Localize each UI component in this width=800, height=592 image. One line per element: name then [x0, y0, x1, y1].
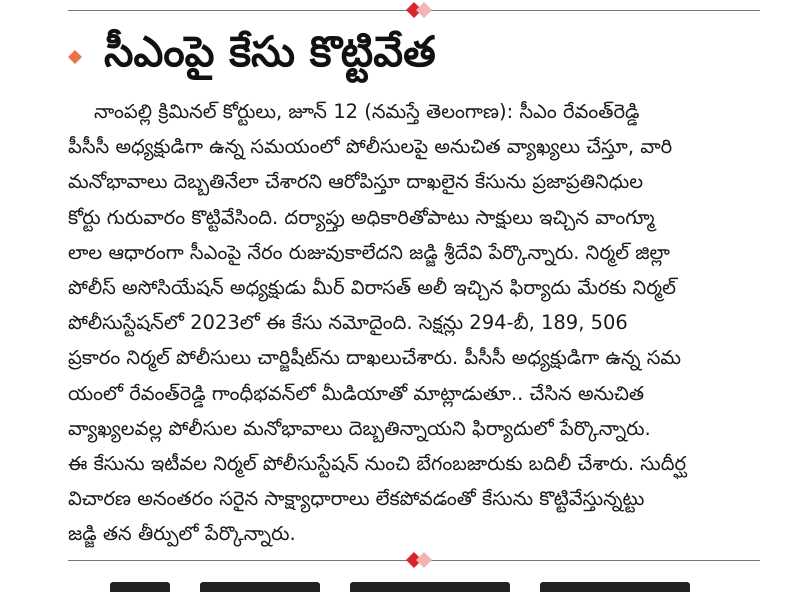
article-line: యంలో రేవంత్‌రెడ్డి గాంధీభవన్‌లో మీడియాతో మాట్లాడుతూ.. చేసిన అనుచిత [68, 381, 645, 405]
bottom-diamond-ornament-icon [396, 550, 440, 570]
article-body [68, 94, 768, 551]
article-line: ప్రకారం నిర్మల్ పోలీసులు చార్జిషీట్‌ను దాఖలుచేశారు. పీసీసీ అధ్యక్షుడిగా ఉన్న సమ [68, 346, 682, 370]
article-line: కోర్టు గురువారం కొట్టివేసింది. దర్యాప్తు అధికారితోపాటు సాక్షులు ఇచ్చిన వాంగ్మూ [68, 205, 655, 229]
article-line: మనోభావాలు దెబ్బతినేలా చేశారని ఆరోపిస్తూ దాఖలైన కేసును ప్రజాప్రతినిధుల [68, 170, 644, 194]
article-line: విచారణ అనంతరం సరైన సాక్ష్యాధారాలు లేకపోవడంతో కేసును కొట్టివేస్తున్నట్టు [68, 487, 645, 511]
article-line: వ్యాఖ్యలవల్ల పోలీసుల మనోభావాలు దెబ్బతిన్నాయని ఫిర్యాదులో పేర్కొన్నారు. [68, 416, 651, 440]
article-header [68, 24, 768, 90]
article-line: పీసీసీ అధ్యక్షుడిగా ఉన్న సమయంలో పోలీసులపై అనుచిత వ్యాఖ్యలు చేస్తూ, వారి [68, 135, 673, 159]
next-article-headline-cropped [100, 574, 720, 592]
diamond-bullet-icon [68, 50, 82, 64]
article-line: నాంపల్లి క్రిమినల్ కోర్టులు, జూన్ 12 (నమస్తే తెలంగాణ): సీఎం రేవంత్‌రెడ్డి [94, 100, 640, 123]
article-line: జడ్జి తన తీర్పులో పేర్కొన్నారు. [68, 522, 296, 546]
headline: సీఎంపై కేసు కొట్టివేత [104, 27, 436, 76]
article-line: పోలీసుస్టేషన్‌లో 2023లో ఈ కేసు నమోదైంది. సెక్షన్లు 294-బీ, 189, 506 [68, 311, 628, 335]
top-diamond-ornament-icon [396, 0, 440, 20]
article-line: లాల ఆధారంగా సీఎంపై నేరం రుజువుకాలేదని జడ్జి శ్రీదేవి పేర్కొన్నారు. నిర్మల్ జిల్లా [68, 240, 670, 264]
article-line: పోలీస్ అసోసియేషన్ అధ్యక్షుడు మీర్ విరాసత్ అలీ ఇచ్చిన ఫిర్యాదు మేరకు నిర్మల్ [68, 275, 676, 299]
article-line: ఈ కేసును ఇటీవల నిర్మల్ పోలీసుస్టేషన్ నుంచి బేగంబజారుకు బదిలీ చేశారు. సుదీర్ఘ [68, 451, 687, 475]
